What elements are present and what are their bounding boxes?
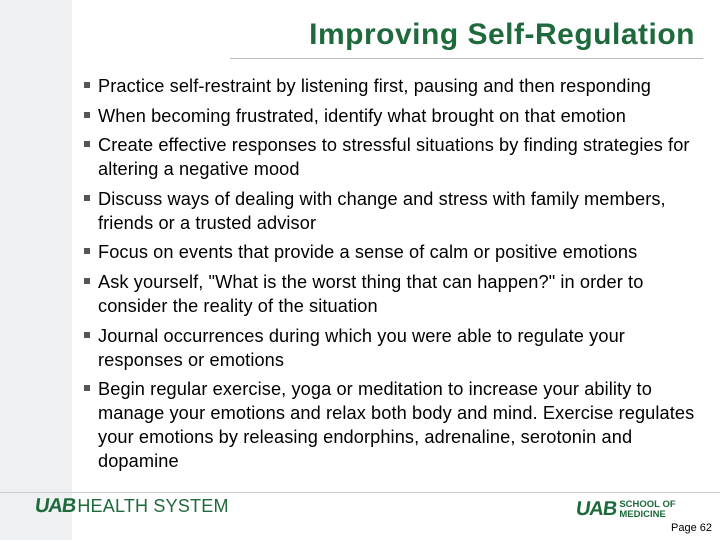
uab-health-system-logo (35, 496, 229, 516)
bullet-text: Focus on events that provide a sense of calm or positive emotions (98, 242, 638, 263)
school-of-line: SCHOOL OF (619, 498, 676, 510)
bullet-text: Journal occurrences during which you were able to regulate your responses or emotions (98, 325, 625, 370)
square-bullet-icon (84, 141, 90, 147)
bullet-text: Create effective responses to stressful situations by finding strategies for altering a negative mood (98, 135, 690, 180)
uab-logo-mark: UAB (574, 498, 618, 520)
bullet-item (78, 377, 708, 473)
bullet-item (78, 74, 708, 98)
uab-logo-mark: UAB (33, 494, 77, 517)
uab-school-of-medicine-logo (576, 498, 676, 521)
bullet-item (78, 324, 708, 372)
bullet-text: When becoming frustrated, identify what brought on that emotion (98, 105, 626, 126)
health-system-text: HEALTH SYSTEM (77, 495, 229, 516)
bullet-text: Ask yourself, "What is the worst thing that can happen?" in order to consider the reality of the situation (98, 271, 644, 316)
square-bullet-icon (84, 112, 90, 118)
footer-divider (0, 492, 720, 493)
bullet-item (78, 240, 708, 264)
square-bullet-icon (84, 248, 90, 254)
square-bullet-icon (84, 385, 90, 391)
bullet-list (78, 74, 708, 479)
slide-title: Improving Self-Regulation (309, 18, 695, 51)
medicine-line: MEDICINE (619, 508, 666, 520)
bullet-text: Begin regular exercise, yoga or meditation to increase your ability to manage your emotions and relax both body and mind. Exercise regulates your emotions by releasing endorphins, adrenaline, serotonin and dopamine (98, 379, 695, 472)
square-bullet-icon (84, 82, 90, 88)
title-underline (230, 58, 703, 59)
bullet-item (78, 270, 708, 318)
square-bullet-icon (84, 195, 90, 201)
bullet-item (78, 187, 708, 235)
bullet-text: Practice self-restraint by listening first, pausing and then responding (98, 76, 652, 96)
bullet-item (78, 133, 708, 181)
square-bullet-icon (84, 332, 90, 338)
page-number: Page 62 (671, 522, 712, 534)
bullet-item (78, 104, 708, 128)
bullet-text: Discuss ways of dealing with change and stress with family members, friends or a trusted advisor (98, 188, 666, 233)
left-margin-stripe (0, 0, 72, 540)
square-bullet-icon (84, 278, 90, 284)
school-of-medicine-text (619, 500, 675, 520)
